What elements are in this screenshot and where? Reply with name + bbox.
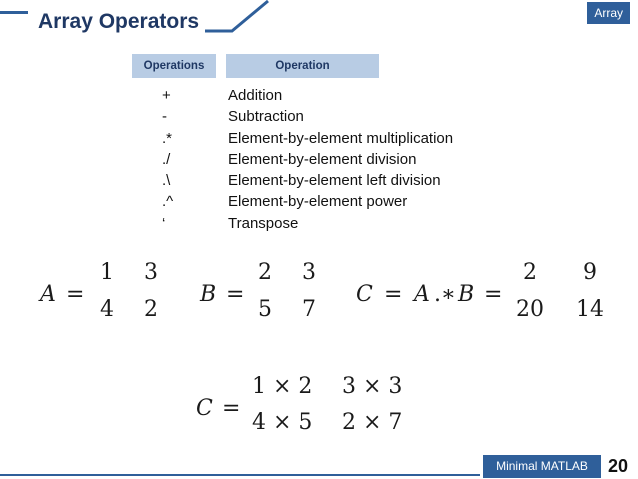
matrix-cell: 20	[516, 297, 544, 322]
elementwise-multiply-operator: .∗	[434, 282, 456, 307]
matrix-cell: 1	[100, 260, 114, 285]
operator-description: Element-by-element power	[228, 193, 408, 211]
footer-rule	[0, 474, 480, 476]
matrix-cell: 4	[100, 297, 114, 322]
operator-description: Transpose	[228, 214, 299, 232]
matrix-c-name: C	[356, 282, 373, 307]
equals-sign: =	[384, 282, 403, 307]
operator-symbol: .\	[162, 172, 171, 190]
matrix-cell: 2	[144, 297, 158, 322]
equals-sign: =	[484, 282, 503, 307]
matrix-b-ref: B	[458, 282, 475, 307]
operator-description: Element-by-element division	[228, 150, 417, 168]
table-header-operations: Operations	[132, 54, 216, 78]
operator-symbol: .*	[162, 129, 173, 147]
footer-label: Minimal MATLAB	[483, 455, 601, 478]
table-header-operation: Operation	[226, 54, 379, 78]
operator-description: Subtraction	[228, 108, 304, 126]
matrix-cell: 3 × 3	[342, 374, 403, 399]
equals-sign: =	[222, 396, 241, 421]
matrix-cell: 3	[302, 260, 316, 285]
operator-symbol: ‘	[162, 214, 166, 232]
matrix-cell: 2	[258, 260, 272, 285]
matrix-cell: 4 × 5	[252, 410, 313, 435]
matrix-cell: 14	[576, 297, 604, 322]
matrix-cell: 7	[302, 297, 316, 322]
matrix-cell: 1 × 2	[252, 374, 313, 399]
matrix-cell: 2 × 7	[342, 410, 403, 435]
matrix-a-name: A	[40, 282, 56, 307]
operator-description: Addition	[228, 87, 283, 104]
matrix-cell: 9	[583, 260, 597, 285]
operator-symbol: +	[162, 87, 171, 104]
matrix-c-name: C	[196, 396, 213, 421]
operator-symbol: ./	[162, 150, 171, 168]
matrix-cell: 5	[258, 297, 272, 322]
matrix-cell: 3	[144, 260, 158, 285]
matrix-b-name: B	[200, 282, 217, 307]
operator-description: Element-by-element left division	[228, 172, 441, 190]
slide-title: Array Operators	[38, 10, 200, 33]
matrix-a-ref: A	[414, 282, 430, 307]
page-number: 20	[608, 456, 629, 476]
equals-sign: =	[226, 282, 245, 307]
operator-symbol: -	[162, 108, 167, 126]
operator-symbol: .^	[162, 193, 174, 211]
operator-description: Element-by-element multiplication	[228, 129, 454, 147]
section-tag: Array	[587, 2, 630, 24]
equals-sign: =	[66, 282, 85, 307]
matrix-cell: 2	[523, 260, 537, 285]
